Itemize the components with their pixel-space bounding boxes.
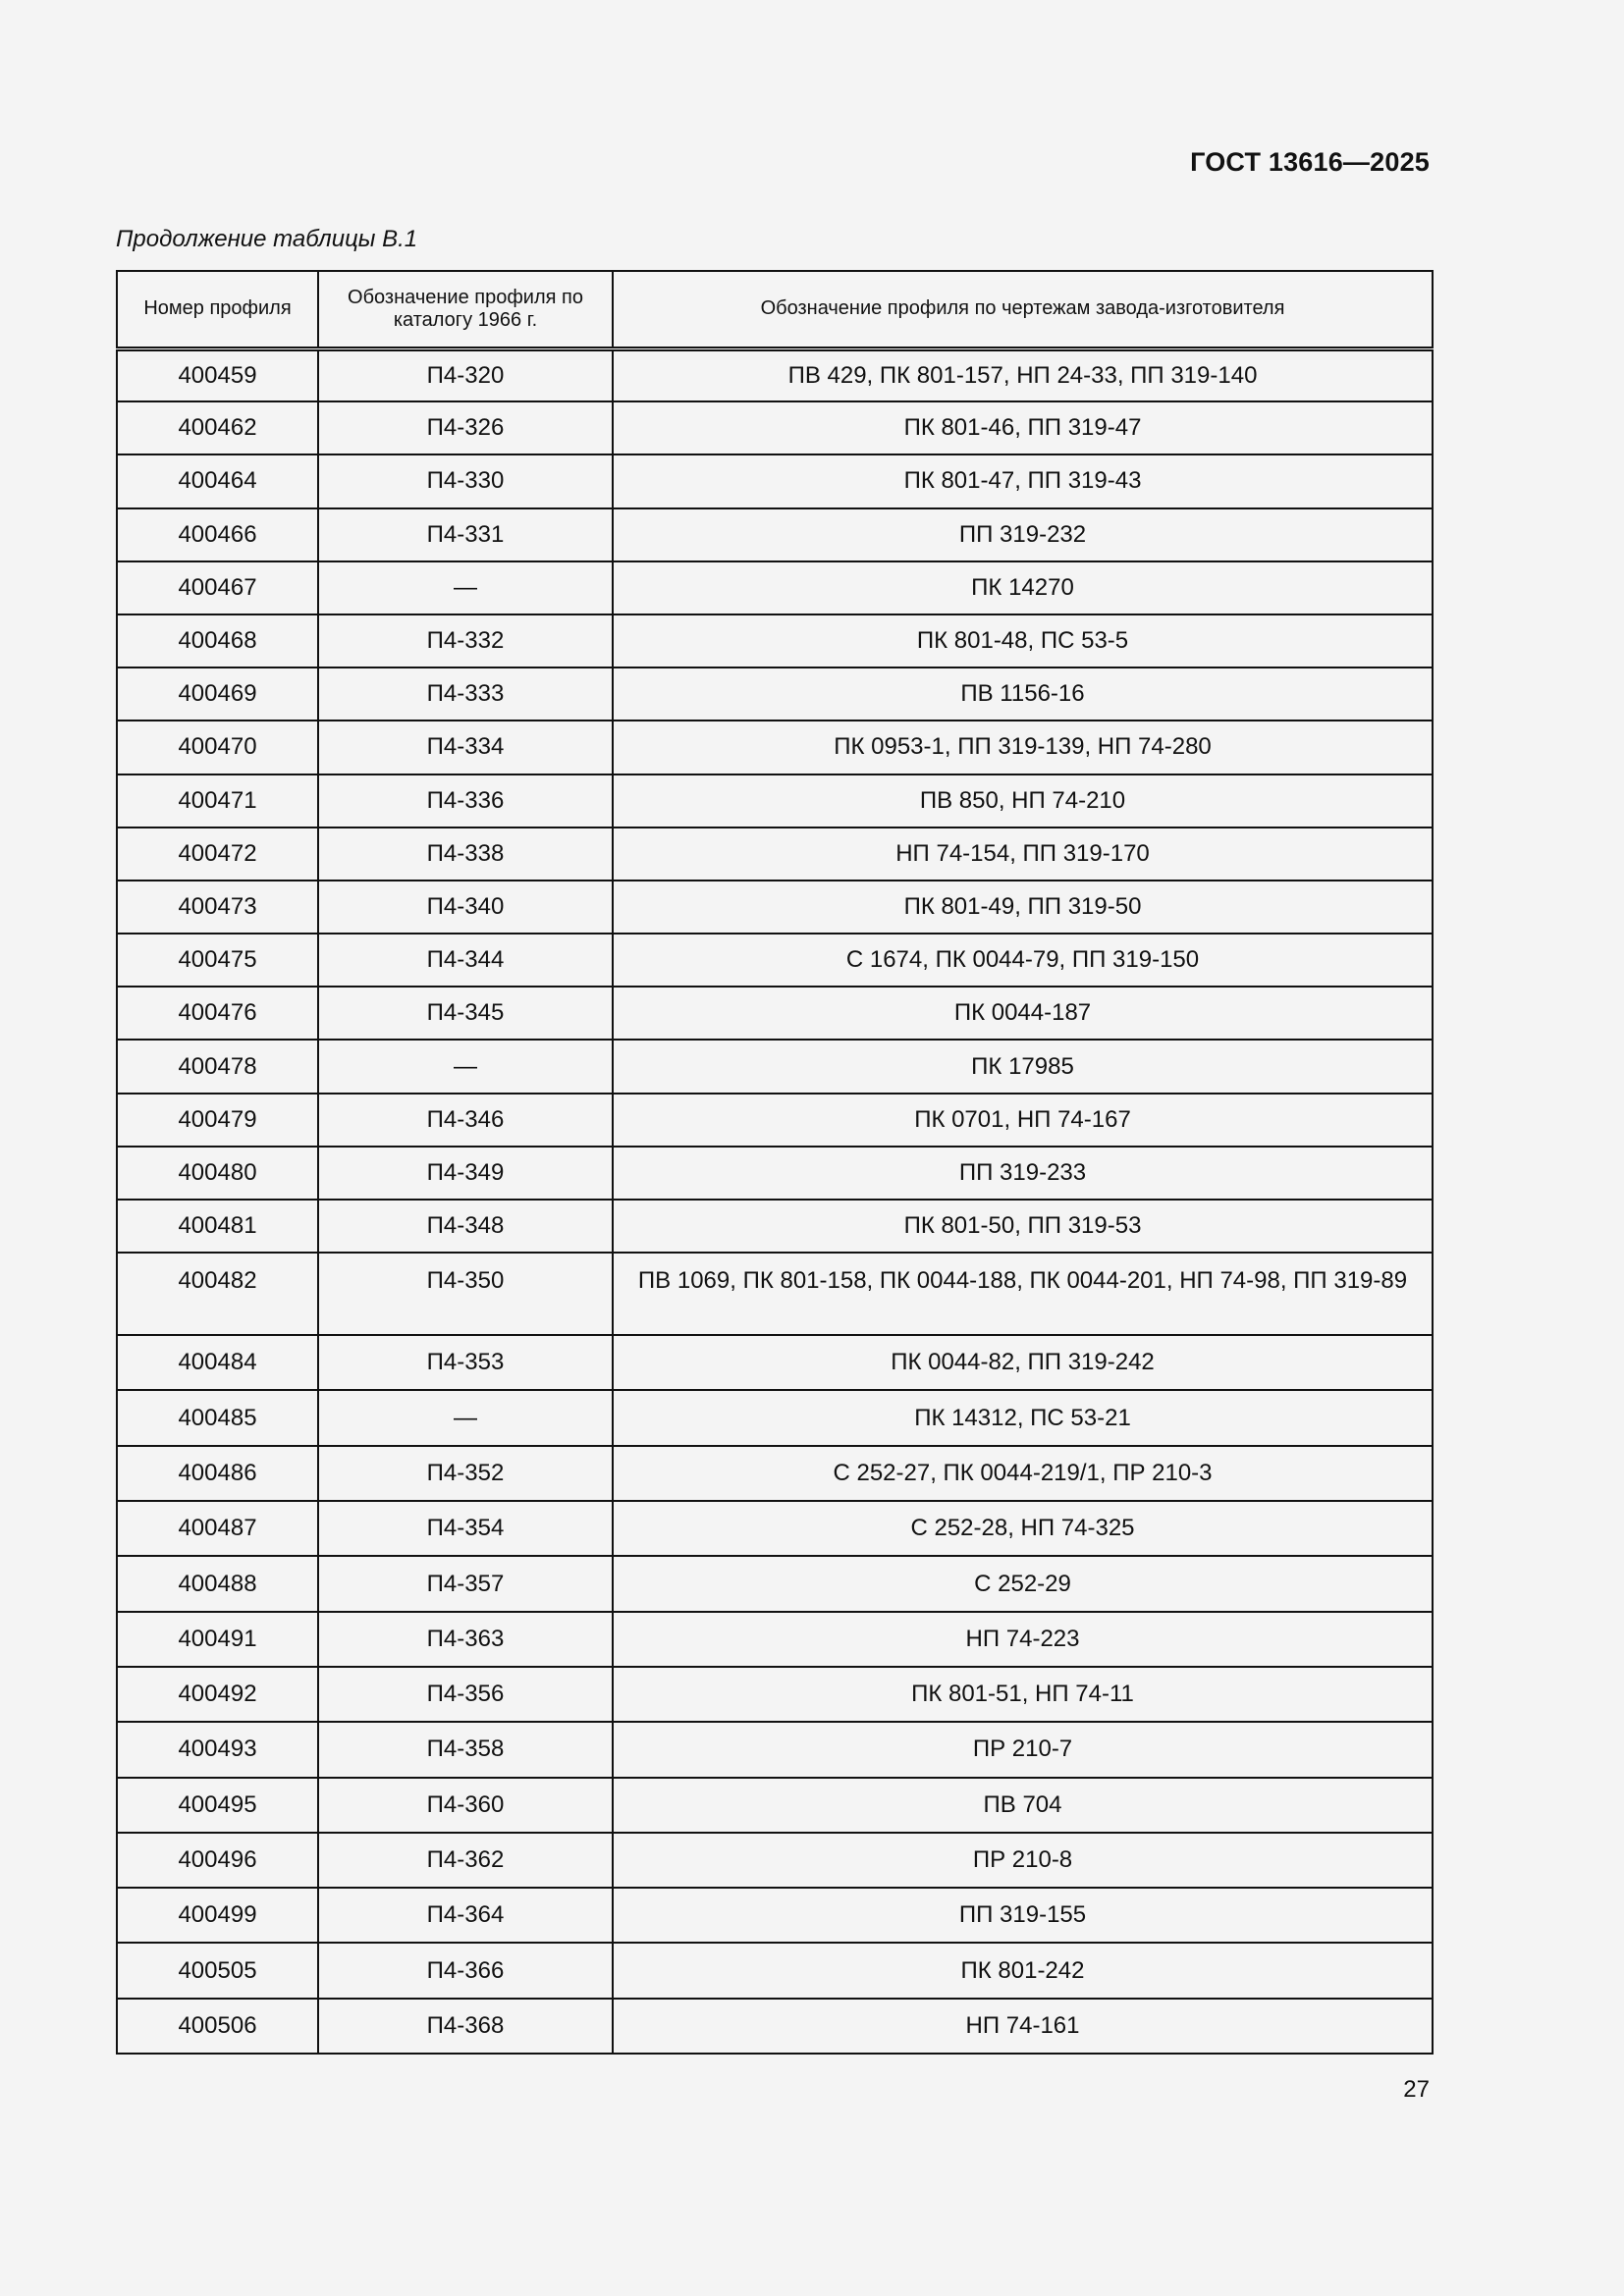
table-row: [117, 1501, 1433, 1556]
cell-drawing-designation: ПК 14312, ПС 53-21: [613, 1390, 1433, 1445]
cell-profile-number: 400496: [117, 1833, 318, 1888]
cell-drawing-designation: ПВ 704: [613, 1778, 1433, 1833]
table-row: [117, 1943, 1433, 1998]
table-row: [117, 1722, 1433, 1777]
cell-profile-number: 400487: [117, 1501, 318, 1556]
cell-profile-number: 400479: [117, 1094, 318, 1147]
cell-profile-number: 400469: [117, 667, 318, 721]
table-row: [117, 1253, 1433, 1335]
cell-catalog-designation: П4-350: [318, 1253, 613, 1335]
table-row: [117, 1040, 1433, 1093]
table-row: [117, 1200, 1433, 1253]
cell-profile-number: 400470: [117, 721, 318, 774]
cell-profile-number: 400506: [117, 1999, 318, 2054]
cell-profile-number: 400459: [117, 348, 318, 401]
cell-catalog-designation: П4-360: [318, 1778, 613, 1833]
cell-catalog-designation: П4-331: [318, 508, 613, 561]
cell-catalog-designation: П4-366: [318, 1943, 613, 1998]
cell-profile-number: 400491: [117, 1612, 318, 1667]
cell-profile-number: 400467: [117, 561, 318, 614]
cell-drawing-designation: ПК 0044-187: [613, 987, 1433, 1040]
cell-catalog-designation: П4-346: [318, 1094, 613, 1147]
table-row: [117, 881, 1433, 934]
cell-profile-number: 400482: [117, 1253, 318, 1335]
cell-catalog-designation: П4-353: [318, 1335, 613, 1390]
cell-drawing-designation: ПВ 1156-16: [613, 667, 1433, 721]
cell-profile-number: 400466: [117, 508, 318, 561]
cell-catalog-designation: П4-349: [318, 1147, 613, 1200]
table-header-row: [117, 271, 1433, 348]
cell-drawing-designation: ПК 801-47, ПП 319-43: [613, 454, 1433, 507]
cell-catalog-designation: П4-352: [318, 1446, 613, 1501]
cell-drawing-designation: С 252-29: [613, 1556, 1433, 1611]
cell-profile-number: 400495: [117, 1778, 318, 1833]
cell-drawing-designation: ПК 801-51, НП 74-11: [613, 1667, 1433, 1722]
cell-drawing-designation: ПП 319-232: [613, 508, 1433, 561]
cell-drawing-designation: ПК 17985: [613, 1040, 1433, 1093]
cell-drawing-designation: ПВ 850, НП 74-210: [613, 774, 1433, 828]
table-row: [117, 987, 1433, 1040]
profiles-table: [116, 270, 1434, 2055]
table-row: [117, 1094, 1433, 1147]
page-number: 27: [1403, 2076, 1430, 2103]
cell-drawing-designation: ПР 210-7: [613, 1722, 1433, 1777]
cell-drawing-designation: ПП 319-155: [613, 1888, 1433, 1943]
cell-profile-number: 400462: [117, 401, 318, 454]
cell-profile-number: 400488: [117, 1556, 318, 1611]
cell-profile-number: 400472: [117, 828, 318, 881]
table-row: [117, 667, 1433, 721]
cell-catalog-designation: П4-368: [318, 1999, 613, 2054]
table-row: [117, 1888, 1433, 1943]
cell-profile-number: 400486: [117, 1446, 318, 1501]
cell-catalog-designation: —: [318, 1390, 613, 1445]
cell-drawing-designation: ПК 801-242: [613, 1943, 1433, 1998]
cell-catalog-designation: П4-356: [318, 1667, 613, 1722]
cell-catalog-designation: П4-357: [318, 1556, 613, 1611]
cell-drawing-designation: ПК 0953-1, ПП 319-139, НП 74-280: [613, 721, 1433, 774]
table-row: [117, 508, 1433, 561]
cell-drawing-designation: ПК 0701, НП 74-167: [613, 1094, 1433, 1147]
cell-profile-number: 400475: [117, 934, 318, 987]
table-row: [117, 934, 1433, 987]
table-row: [117, 1556, 1433, 1611]
cell-catalog-designation: П4-338: [318, 828, 613, 881]
column-header-number: Номер профиля: [117, 271, 318, 348]
cell-catalog-designation: П4-348: [318, 1200, 613, 1253]
cell-catalog-designation: П4-320: [318, 348, 613, 401]
cell-catalog-designation: П4-336: [318, 774, 613, 828]
cell-profile-number: 400480: [117, 1147, 318, 1200]
table-row: [117, 1390, 1433, 1445]
cell-catalog-designation: П4-362: [318, 1833, 613, 1888]
table-row: [117, 1833, 1433, 1888]
cell-drawing-designation: ПР 210-8: [613, 1833, 1433, 1888]
cell-catalog-designation: П4-364: [318, 1888, 613, 1943]
table-row: [117, 561, 1433, 614]
column-header-drawings: Обозначение профиля по чертежам завода-изготовителя: [613, 271, 1433, 348]
cell-drawing-designation: С 1674, ПК 0044-79, ПП 319-150: [613, 934, 1433, 987]
cell-profile-number: 400468: [117, 614, 318, 667]
cell-drawing-designation: С 252-27, ПК 0044-219/1, ПР 210-3: [613, 1446, 1433, 1501]
cell-profile-number: 400464: [117, 454, 318, 507]
cell-profile-number: 400478: [117, 1040, 318, 1093]
cell-catalog-designation: П4-345: [318, 987, 613, 1040]
column-header-catalog: Обозначение профиля по каталогу 1966 г.: [318, 271, 613, 348]
table-caption: Продолжение таблицы В.1: [116, 226, 418, 252]
cell-drawing-designation: ПВ 1069, ПК 801-158, ПК 0044-188, ПК 0044-201, НП 74-98, ПП 319-89: [613, 1253, 1433, 1335]
cell-drawing-designation: ПК 801-49, ПП 319-50: [613, 881, 1433, 934]
cell-catalog-designation: П4-334: [318, 721, 613, 774]
table-row: [117, 1667, 1433, 1722]
cell-catalog-designation: П4-358: [318, 1722, 613, 1777]
cell-drawing-designation: ПК 801-50, ПП 319-53: [613, 1200, 1433, 1253]
cell-catalog-designation: —: [318, 1040, 613, 1093]
cell-drawing-designation: ПП 319-233: [613, 1147, 1433, 1200]
cell-drawing-designation: ПК 0044-82, ПП 319-242: [613, 1335, 1433, 1390]
cell-profile-number: 400485: [117, 1390, 318, 1445]
cell-drawing-designation: НП 74-161: [613, 1999, 1433, 2054]
table-row: [117, 828, 1433, 881]
cell-drawing-designation: ПК 801-48, ПС 53-5: [613, 614, 1433, 667]
cell-drawing-designation: НП 74-223: [613, 1612, 1433, 1667]
cell-profile-number: 400505: [117, 1943, 318, 1998]
table-row: [117, 348, 1433, 401]
cell-catalog-designation: П4-344: [318, 934, 613, 987]
cell-profile-number: 400499: [117, 1888, 318, 1943]
cell-catalog-designation: П4-330: [318, 454, 613, 507]
cell-profile-number: 400484: [117, 1335, 318, 1390]
cell-profile-number: 400481: [117, 1200, 318, 1253]
cell-catalog-designation: П4-354: [318, 1501, 613, 1556]
cell-drawing-designation: ПК 14270: [613, 561, 1433, 614]
standard-code: ГОСТ 13616—2025: [1190, 147, 1430, 177]
cell-drawing-designation: ПК 801-46, ПП 319-47: [613, 401, 1433, 454]
cell-catalog-designation: П4-340: [318, 881, 613, 934]
cell-catalog-designation: П4-332: [318, 614, 613, 667]
table-row: [117, 721, 1433, 774]
cell-catalog-designation: —: [318, 561, 613, 614]
table-row: [117, 1147, 1433, 1200]
cell-drawing-designation: С 252-28, НП 74-325: [613, 1501, 1433, 1556]
cell-catalog-designation: П4-363: [318, 1612, 613, 1667]
cell-profile-number: 400492: [117, 1667, 318, 1722]
table-row: [117, 1778, 1433, 1833]
table-row: [117, 1999, 1433, 2054]
cell-drawing-designation: ПВ 429, ПК 801-157, НП 24-33, ПП 319-140: [613, 348, 1433, 401]
table-row: [117, 1446, 1433, 1501]
cell-catalog-designation: П4-333: [318, 667, 613, 721]
cell-profile-number: 400476: [117, 987, 318, 1040]
table-row: [117, 401, 1433, 454]
table-row: [117, 614, 1433, 667]
cell-profile-number: 400471: [117, 774, 318, 828]
cell-catalog-designation: П4-326: [318, 401, 613, 454]
cell-profile-number: 400493: [117, 1722, 318, 1777]
table-row: [117, 774, 1433, 828]
table-row: [117, 454, 1433, 507]
table-row: [117, 1612, 1433, 1667]
table-row: [117, 1335, 1433, 1390]
cell-drawing-designation: НП 74-154, ПП 319-170: [613, 828, 1433, 881]
cell-profile-number: 400473: [117, 881, 318, 934]
